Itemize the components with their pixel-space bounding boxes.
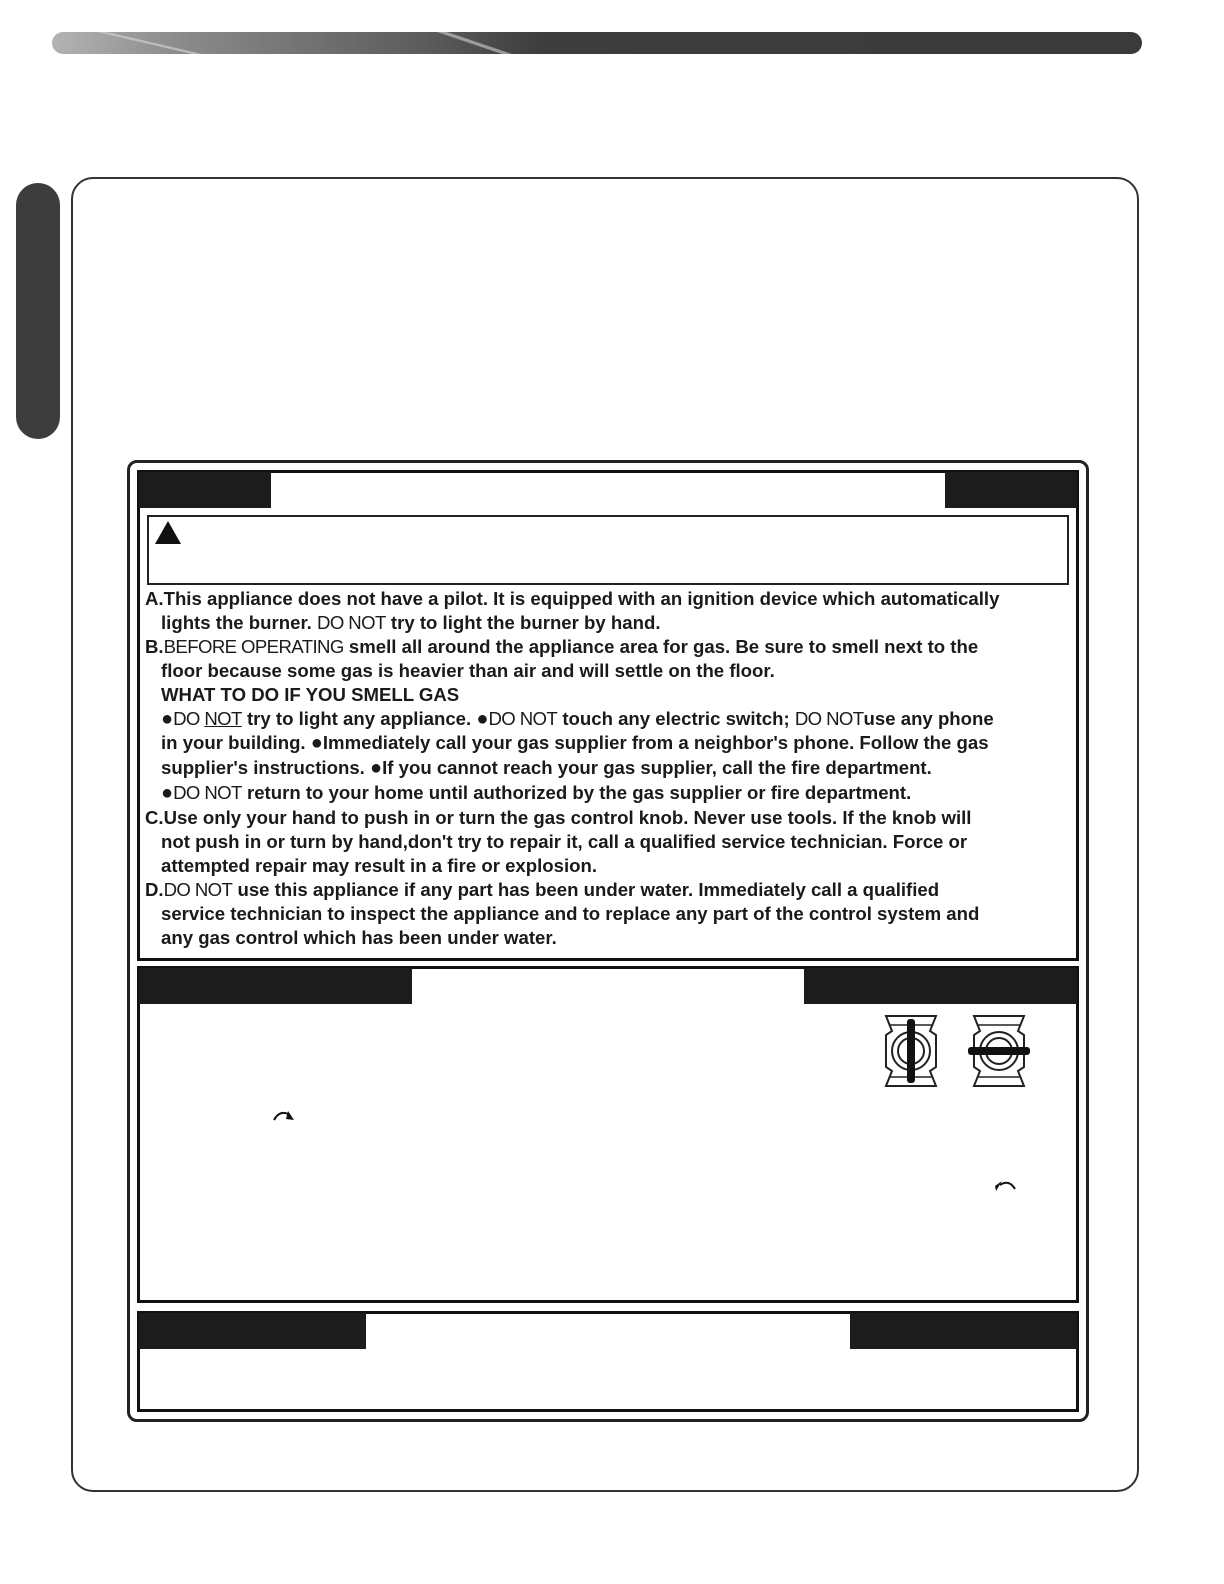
item-b-line7: ●DO NOT return to your home until authorized by the gas supplier or fire department. [161,782,912,805]
shutoff-section [137,1311,1079,1412]
item-b-line4: ●DO NOT try to light any appliance. ●DO NOT touch any electric switch; DO NOTuse any phone [161,707,994,730]
item-d-line2: service technician to inspect the appliance and to replace any part of the control system and [161,902,980,924]
section-header-left-block [139,472,271,508]
warning-box [147,515,1069,585]
item-a-line1: A.This appliance does not have a pilot. It is equipped with an ignition device which automatically [145,588,1000,609]
item-b-line2: floor because some gas is heavier than air and will settle on the floor. [161,659,775,681]
section-header-right-block [804,968,1077,1004]
safety-instructions [145,587,1065,950]
item-b-line6: supplier's instructions. ●If you cannot reach your gas supplier, call the fire department. [161,757,932,780]
smell-gas-heading: WHAT TO DO IF YOU SMELL GAS [161,683,460,705]
clockwise-arrow-icon [271,1108,297,1126]
counterclockwise-arrow-icon [993,1179,1019,1197]
section-header-left-block [139,968,412,1004]
item-d-line1: D.DO NOT use this appliance if any part has been under water. Immediately call a qualified [145,878,940,900]
section-header-right-block [850,1313,1077,1349]
section-header-left-block [139,1313,366,1349]
warning-triangle-icon [155,521,181,544]
knob-vertical-icon [882,1013,940,1089]
item-b-line1: B.BEFORE OPERATING smell all around the appliance area for gas. Be sure to smell next to the [145,635,979,657]
item-c-line3: attempted repair may result in a fire or explosion. [161,854,598,876]
section-header-right-block [945,472,1077,508]
item-b-line5: in your building. ●Immediately call your gas supplier from a neighbor's phone. Follow the gas [161,732,989,755]
knob-horizontal-icon [967,1013,1031,1089]
side-tab [16,183,60,439]
header-decorative-bar [52,30,1142,56]
item-c-line2: not push in or turn by hand,don't try to repair it, call a qualified service technician. Force or [161,831,968,853]
item-c-line1: C.Use only your hand to push in or turn the gas control knob. Never use tools. If the knob will [145,807,972,829]
item-d-line3: any gas control which has been under water. [161,926,557,948]
item-a-line2: lights the burner. DO NOT try to light the burner by hand. [161,611,661,633]
